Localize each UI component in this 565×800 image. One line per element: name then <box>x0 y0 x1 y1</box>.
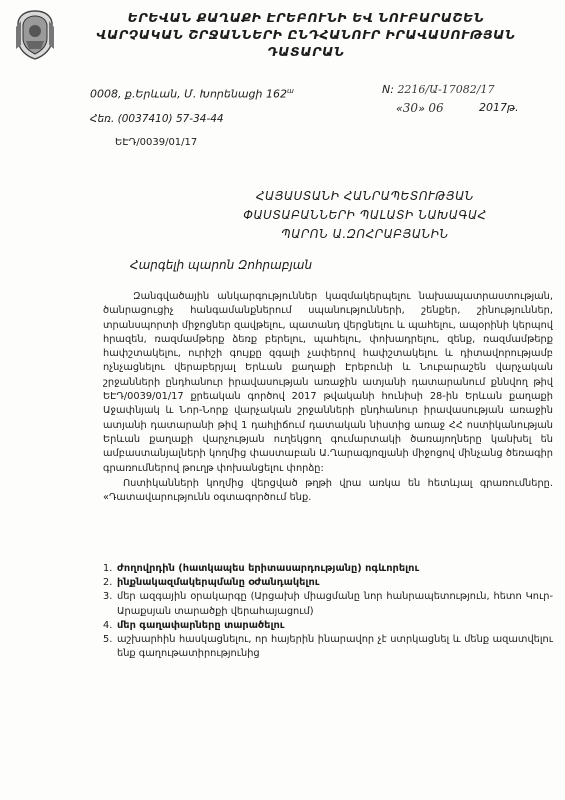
list-item-number: 3. <box>103 591 113 603</box>
court-phone: Հեռ. (0037410) 57-34-44 <box>90 113 224 125</box>
list-item <box>103 562 553 576</box>
court-name-header <box>66 9 546 60</box>
list-item <box>103 576 553 590</box>
list-item-number: 5. <box>103 634 113 646</box>
list-item-text: մեր ազգային օրակարգը (Արցախի միացմանը նոր հանրապետություն, հետո Կուր-Արաքսյան տարածքի վերահայացում) <box>117 591 553 617</box>
salutation: Հարգելի պարոն Զոհրաբյան <box>130 258 313 272</box>
date-day: 30 <box>402 101 419 115</box>
number-label: N: <box>382 83 394 96</box>
list-item-text: մեր գաղափարները տարածելու <box>117 619 285 631</box>
addressee-line-2: ՓԱՍՏԱԲԱՆՆԵՐԻ ՊԱԼԱՏԻ ՆԱԽԱԳԱՀ <box>243 208 487 222</box>
list-item-number: 1. <box>103 563 113 574</box>
list-item-text: աշխարհին հասկացնելու, որ հայերին ինարավոր չէ ստրկացնել և մենք ազատվելու ենք գաղութատիրությունից <box>117 634 553 660</box>
list-item <box>103 590 553 618</box>
list-item <box>103 619 553 633</box>
date-year: 2017թ. <box>479 101 519 114</box>
list-item <box>103 633 553 661</box>
list-item-number: 2. <box>103 577 113 589</box>
numbered-list <box>103 562 553 661</box>
addressee-block <box>200 187 530 244</box>
date-month: 06 <box>428 101 444 115</box>
court-address <box>90 87 294 101</box>
armenia-coat-of-arms-emblem <box>14 9 56 61</box>
case-number: ԵԷԴ/0039/01/17 <box>115 137 198 148</box>
list-item-text: ինքնակազմակերպմանը օժանդակելու <box>117 577 320 589</box>
court-name-line-3: ԴԱՏԱՐԱՆ <box>267 44 345 59</box>
body-paragraph-1: Զանգվածային անկարգություններ կազմակերպելու նախապատրաստության, ծանրացուցիչ հանգամանքներում սպանությունների, շենքեր, շինություններ, տրանսպորտի միջոցներ զավթելու, պատանդ վերցնելու և պահելու, ապօրինի կերպով հրազեն, ռազմամթերք ձեռք բերելու, պահելու, փոխադրելու, զենք, ռազմամթերք հափշտակելու, ուրիշի գույքը զգալի չափերով հափշտակելու և դիտավորությամբ ոչնչացնելու վերաբերյալ Երևան քաղաքի Էրեբունի և Նուբարաշեն վարչական շրջանների ընդհանուր իրավասության առաջին ատյանի դատարանում քննվող թիվ ԵԷԴ/0039/01/17 քրեական գործով 2017 թվականի հունիսի 28-ին Երևան քաղաքի Աջափնյակ և Նոր-Նորք վարչական շրջանների ընդհանուր իրավասության առաջին ատյանի դատարանի թիվ 1 դահլիճում դատական նիստից առաջ ՀՀ ոստիկանության Երևան քաղաքի վարչության ուղեկցող գումարտակի ծառայողները կանխել են ամբաստանյալների կողմից փաստաբան Ա.Ղարագյոզյանի միջոցով մինչանց ծեռագիր գրառումներով թուղթ փոխանցելու փորձը: <box>103 291 553 474</box>
outgoing-number <box>382 83 552 96</box>
court-name-line-2: ՎԱՐՉԱԿԱՆ ՇՐՋԱՆՆԵՐԻ ԸՆԴՀԱՆՈՒՐ ԻՐԱՎԱՍՈՒԹՅԱՆ <box>96 27 516 42</box>
list-item-number: 4. <box>103 619 113 631</box>
addressee-line-1: ՀԱՅԱՍՏԱՆԻ ՀԱՆՐԱՊԵՏՈՒԹՅԱՆ <box>255 189 475 203</box>
address-superscript: ա <box>287 87 294 95</box>
address-text: 0008, ք.Երևան, Մ. Խորենացի 162 <box>90 87 288 101</box>
list-item-text: ժողովրդին (հատկապես երիտասարդությանը) ոգևորելու <box>117 563 420 574</box>
letter-date: «30» 06 2017թ. <box>396 101 519 115</box>
addressee-line-3: ՊԱՐՈՆ Ա.ԶՈՀՐԱԲՅԱՆԻՆ <box>281 227 449 241</box>
letter-body <box>103 290 553 505</box>
court-name-line-1: ԵՐԵՎԱՆ ՔԱՂԱՔԻ ԷՐԵԲՈՒՆԻ ԵՎ ՆՈՒԲԱՐԱՇԵՆ <box>127 10 485 25</box>
body-paragraph-2: Ոստիկանների կողմից վերցված թղթի վրա առկա են հետևյալ գրառումները. «Դատավարությունն օգտագործում ենք. <box>103 477 553 504</box>
number-value: 2216/Ա-17082/17 <box>397 83 495 96</box>
